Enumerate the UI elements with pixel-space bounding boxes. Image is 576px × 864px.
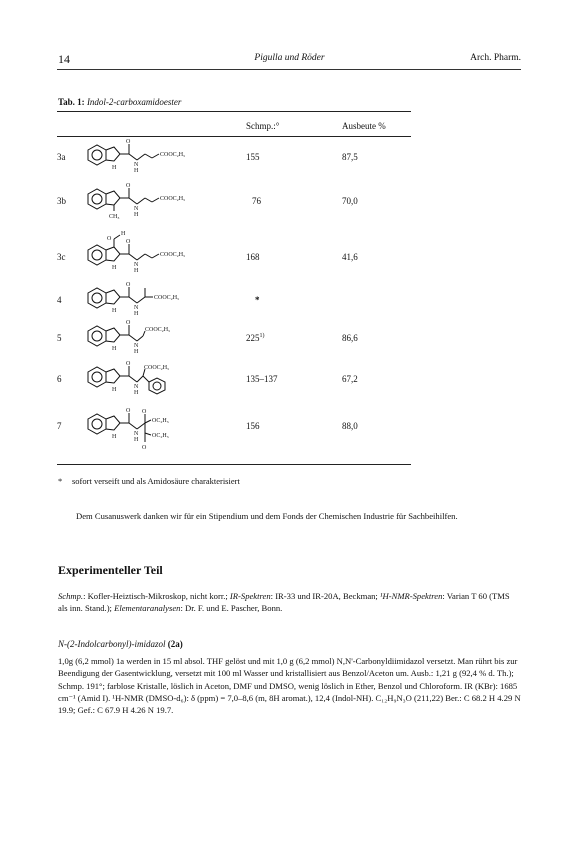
ir-label: IR-Spektren	[229, 591, 271, 601]
svg-text:H: H	[112, 346, 117, 352]
structure-6	[85, 360, 215, 400]
svg-text:O: O	[142, 445, 147, 451]
yield: 87,5	[342, 152, 358, 162]
footnote-text: sofort verseift und als Amidosäure charakterisiert	[72, 476, 240, 486]
structure-4	[85, 281, 215, 321]
column-header-yield: Ausbeute %	[342, 121, 386, 131]
svg-text:COOC₂H₅: COOC₂H₅	[160, 252, 186, 258]
svg-text:H: H	[112, 387, 117, 393]
table-row	[57, 231, 417, 282]
compound-name: N-(2-Indolcarbonyl)-imidazol	[58, 639, 166, 649]
svg-text:H: H	[134, 349, 139, 355]
table-row	[57, 183, 417, 226]
svg-text:OC₂H₅: OC₂H₅	[152, 433, 169, 439]
svg-text:OC₂H₅: OC₂H₅	[152, 418, 169, 424]
structure-7	[85, 407, 215, 453]
svg-text:O: O	[107, 236, 112, 242]
svg-text:H: H	[112, 434, 117, 440]
svg-text:N: N	[134, 262, 139, 268]
structure-3b	[85, 182, 215, 222]
compound-id: 3b	[57, 196, 66, 206]
svg-text:N: N	[134, 206, 139, 212]
svg-text:N: N	[134, 343, 139, 349]
melting-point: 156	[246, 421, 260, 431]
svg-text:O: O	[126, 408, 131, 414]
compound-id: 3a	[57, 152, 66, 162]
svg-text:COOC₂H₅: COOC₂H₅	[160, 152, 186, 158]
svg-text:H: H	[121, 231, 126, 237]
table-top-rule	[57, 111, 411, 112]
melting-point: 168	[246, 252, 260, 262]
footnote-mark: *	[58, 476, 63, 486]
svg-text:H: H	[112, 265, 117, 271]
methods-paragraph: Schmp.: Kofler-Heiztisch-Mikroskop, nicht korr.; IR-Spektren: IR-33 und IR-20A, Beckman; ¹H-NMR-Spektren: Varian T 60 (TMS als inn. Stand.); Elementaranalysen: Dr. F. und E. Pascher, Bonn.	[58, 591, 510, 614]
svg-text:H: H	[134, 437, 139, 443]
svg-text:O: O	[126, 139, 131, 145]
compound-id: 4	[57, 295, 62, 305]
melting-point: 76	[252, 196, 261, 206]
svg-text:H: H	[112, 165, 117, 171]
compound-heading	[58, 639, 183, 649]
table-header-rule	[57, 136, 411, 137]
experimental-paragraph: 1,0g (6,2 mmol) 1a werden in 15 ml absol. THF gelöst und mit 1,0 g (6,2 mmol) N,N'-Carbonyldiimidazol versetzt. Man rührt bis zur Beendigung der Gasentwicklung, versetzt mit 100 ml Wasser und kristallisiert aus Benzol/Aceton um. Ausb.: 1,21 g (92,4 % d. Th.); Schmp. 191°; farblose Kristalle, löslich in Aceton, DMF und DMSO, wenig löslich in Ether, Benzol und Chloroform. IR (KBr): 1685 cm⁻¹ (Amid I). ¹H-NMR (DMSO-d₆): δ (ppm) = 7,0–8,6 (m, 8H aromat.), 12,4 (Indol-NH). C₁₂H₉N₃O (211,22) Ber.: C 68.2 H 4.29 N 19.9; Gef.: C 67.9 H 4.26 N 19.7.	[58, 656, 521, 716]
svg-text:O: O	[126, 361, 131, 367]
compound-id: 7	[57, 421, 62, 431]
melting-point: 225$^{1)}$	[246, 333, 265, 343]
compound-id: 6	[57, 374, 62, 384]
svg-text:N: N	[134, 384, 139, 390]
svg-text:O: O	[126, 239, 131, 245]
table-row	[57, 408, 417, 451]
svg-text:COOC₂H₅: COOC₂H₅	[160, 196, 186, 202]
running-head-journal: Arch. Pharm.	[470, 53, 521, 63]
table-caption-title: Indol-2-carboxamidoester	[86, 97, 182, 107]
table-row	[57, 320, 417, 363]
svg-text:H: H	[134, 168, 139, 174]
svg-text:H: H	[134, 390, 139, 396]
table-footnote	[58, 476, 240, 486]
melting-point: 135–137	[246, 374, 278, 384]
compound-id: 3c	[57, 252, 66, 262]
svg-text:H: H	[134, 212, 139, 218]
melting-point: 155	[246, 152, 260, 162]
svg-text:O: O	[126, 183, 131, 189]
page-number: 14	[58, 52, 70, 66]
yield: 70,0	[342, 196, 358, 206]
svg-text:H: H	[134, 311, 139, 317]
melting-point: *	[255, 295, 260, 305]
svg-text:O: O	[142, 409, 147, 415]
table-bottom-rule	[57, 464, 411, 465]
yield: 88,0	[342, 421, 358, 431]
structure-3c	[85, 230, 215, 278]
header-rule	[57, 69, 521, 70]
svg-text:O: O	[126, 320, 131, 326]
running-head-authors: Pigulla und Röder	[254, 53, 325, 63]
compound-number: (2a)	[167, 639, 183, 649]
section-title: Experimenteller Teil	[58, 563, 163, 577]
svg-text:N: N	[134, 305, 139, 311]
svg-text:N: N	[134, 162, 139, 168]
svg-text:COOC₂H₅: COOC₂H₅	[154, 295, 180, 301]
table-row	[57, 139, 417, 182]
yield: 41,6	[342, 252, 358, 262]
svg-text:O: O	[126, 282, 131, 288]
nmr-label: ¹H-NMR-Spektren	[379, 591, 443, 601]
svg-text:H: H	[134, 268, 139, 274]
table-row	[57, 361, 417, 404]
svg-text:COOC₂H₅: COOC₂H₅	[145, 327, 171, 333]
yield: 86,6	[342, 333, 358, 343]
svg-text:CH₃: CH₃	[109, 214, 120, 220]
yield: 67,2	[342, 374, 358, 384]
structure-5	[85, 319, 215, 359]
svg-text:N: N	[134, 431, 139, 437]
table-caption	[58, 97, 181, 107]
table-caption-label: Tab. 1:	[58, 97, 85, 107]
acknowledgement: Dem Cusanuswerk danken wir für ein Stipendium und dem Fonds der Chemischen Industrie für Sachbeihilfen.	[76, 511, 458, 521]
melting-point-footnote: 1)	[259, 333, 265, 339]
ea-label: Elementaranalysen	[114, 603, 181, 614]
structure-3a	[85, 138, 215, 178]
svg-text:COOC₂H₅: COOC₂H₅	[144, 365, 170, 371]
svg-text:H: H	[112, 308, 117, 314]
compound-id: 5	[57, 333, 62, 343]
schmp-label: Schmp.	[58, 591, 84, 601]
column-header-mp: Schmp.:°	[246, 121, 280, 131]
